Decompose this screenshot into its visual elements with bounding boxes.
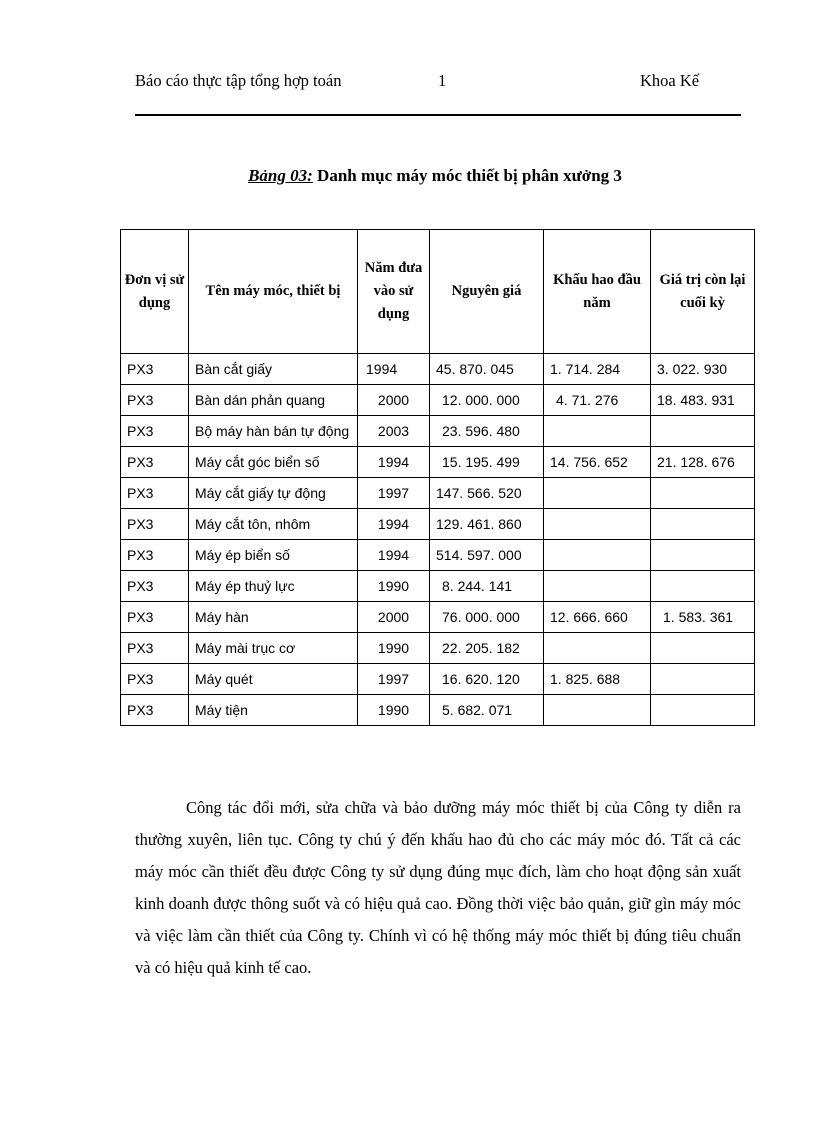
cell-original-cost: 76. 000. 000 bbox=[430, 602, 544, 633]
cell-unit: PX3 bbox=[121, 633, 189, 664]
table-row bbox=[121, 540, 755, 571]
cell-original-cost: 129. 461. 860 bbox=[430, 509, 544, 540]
cell-year: 2000 bbox=[358, 385, 430, 416]
body-paragraph: Công tác đổi mới, sửa chữa và bảo dưỡng máy móc thiết bị của Công ty diễn ra thường xuyên, liên tục. Công ty chú ý đến khấu hao đủ cho các máy móc đó. Tất cả các máy móc cần thiết đều được Công ty sử dụng đúng mục đích, làm cho hoạt động sản xuất kinh doanh được thông suốt và có hiệu quả cao. Đồng thời việc bảo quản, giữ gìn máy móc và việc làm cần thiết của Công ty. Chính vì có hệ thống máy móc thiết bị đúng tiêu chuẩn và có hiệu quả kinh tế cao. bbox=[135, 797, 741, 977]
table-title bbox=[0, 164, 816, 188]
cell-original-cost: 514. 597. 000 bbox=[430, 540, 544, 571]
cell-residual-value bbox=[651, 509, 755, 540]
cell-year: 1990 bbox=[358, 633, 430, 664]
table-row bbox=[121, 695, 755, 726]
cell-unit: PX3 bbox=[121, 664, 189, 695]
cell-depreciation: 12. 666. 660 bbox=[544, 602, 651, 633]
cell-residual-value bbox=[651, 695, 755, 726]
cell-machine-name: Bộ máy hàn bán tự động bbox=[189, 416, 358, 447]
cell-unit: PX3 bbox=[121, 509, 189, 540]
cell-depreciation bbox=[544, 540, 651, 571]
cell-original-cost: 45. 870. 045 bbox=[430, 354, 544, 385]
cell-depreciation: 1. 825. 688 bbox=[544, 664, 651, 695]
cell-original-cost: 16. 620. 120 bbox=[430, 664, 544, 695]
header-report-title: Báo cáo thực tập tổng hợp toán bbox=[135, 71, 342, 90]
table-row bbox=[121, 664, 755, 695]
cell-year: 1994 bbox=[358, 354, 430, 385]
cell-depreciation bbox=[544, 509, 651, 540]
cell-machine-name: Máy hàn bbox=[189, 602, 358, 633]
cell-unit: PX3 bbox=[121, 571, 189, 602]
cell-year: 1990 bbox=[358, 571, 430, 602]
cell-original-cost: 12. 000. 000 bbox=[430, 385, 544, 416]
cell-residual-value: 21. 128. 676 bbox=[651, 447, 755, 478]
cell-machine-name: Máy quét bbox=[189, 664, 358, 695]
table-title-text: Danh mục máy móc thiết bị phân xưởng 3 bbox=[317, 166, 622, 185]
table-header-row bbox=[121, 230, 755, 354]
cell-original-cost: 5. 682. 071 bbox=[430, 695, 544, 726]
table-row bbox=[121, 385, 755, 416]
cell-residual-value: 1. 583. 361 bbox=[651, 602, 755, 633]
cell-residual-value bbox=[651, 664, 755, 695]
cell-machine-name: Máy cắt giấy tự động bbox=[189, 478, 358, 509]
cell-machine-name: Bàn cắt giấy bbox=[189, 354, 358, 385]
cell-residual-value bbox=[651, 478, 755, 509]
cell-unit: PX3 bbox=[121, 354, 189, 385]
cell-depreciation: 14. 756. 652 bbox=[544, 447, 651, 478]
cell-original-cost: 15. 195. 499 bbox=[430, 447, 544, 478]
cell-machine-name: Máy ép thuỷ lực bbox=[189, 571, 358, 602]
cell-year: 1994 bbox=[358, 447, 430, 478]
cell-year: 1990 bbox=[358, 695, 430, 726]
table-row bbox=[121, 602, 755, 633]
cell-year: 1997 bbox=[358, 664, 430, 695]
table-row bbox=[121, 571, 755, 602]
table-label: Bảng 03: bbox=[248, 166, 313, 185]
table-row bbox=[121, 633, 755, 664]
header-unit: Đơn vị sử dụng bbox=[121, 230, 189, 354]
cell-year: 2000 bbox=[358, 602, 430, 633]
cell-depreciation: 1. 714. 284 bbox=[544, 354, 651, 385]
cell-residual-value: 18. 483. 931 bbox=[651, 385, 755, 416]
cell-depreciation bbox=[544, 633, 651, 664]
cell-depreciation bbox=[544, 478, 651, 509]
table-row bbox=[121, 478, 755, 509]
cell-unit: PX3 bbox=[121, 416, 189, 447]
page-number: 1 bbox=[438, 71, 447, 90]
cell-residual-value bbox=[651, 633, 755, 664]
cell-residual-value bbox=[651, 540, 755, 571]
cell-machine-name: Máy ép biển số bbox=[189, 540, 358, 571]
header-year: Năm đưa vào sử dụng bbox=[358, 230, 430, 354]
cell-machine-name: Máy cắt tôn, nhôm bbox=[189, 509, 358, 540]
cell-original-cost: 22. 205. 182 bbox=[430, 633, 544, 664]
cell-depreciation bbox=[544, 416, 651, 447]
cell-depreciation bbox=[544, 571, 651, 602]
header-machine-name: Tên máy móc, thiết bị bbox=[189, 230, 358, 354]
cell-unit: PX3 bbox=[121, 385, 189, 416]
table-row bbox=[121, 509, 755, 540]
cell-year: 1997 bbox=[358, 478, 430, 509]
cell-unit: PX3 bbox=[121, 447, 189, 478]
cell-unit: PX3 bbox=[121, 478, 189, 509]
cell-unit: PX3 bbox=[121, 602, 189, 633]
table-row bbox=[121, 447, 755, 478]
cell-residual-value: 3. 022. 930 bbox=[651, 354, 755, 385]
cell-unit: PX3 bbox=[121, 540, 189, 571]
cell-depreciation: 4. 71. 276 bbox=[544, 385, 651, 416]
header-depreciation: Khấu hao đầu năm bbox=[544, 230, 651, 354]
table-row bbox=[121, 354, 755, 385]
cell-original-cost: 8. 244. 141 bbox=[430, 571, 544, 602]
table-row bbox=[121, 416, 755, 447]
cell-machine-name: Máy mài trục cơ bbox=[189, 633, 358, 664]
cell-year: 1994 bbox=[358, 509, 430, 540]
cell-depreciation bbox=[544, 695, 651, 726]
cell-machine-name: Máy tiện bbox=[189, 695, 358, 726]
cell-original-cost: 23. 596. 480 bbox=[430, 416, 544, 447]
header-department: Khoa Kế bbox=[640, 71, 700, 90]
header-original-cost: Nguyên giá bbox=[430, 230, 544, 354]
cell-machine-name: Bàn dán phản quang bbox=[189, 385, 358, 416]
cell-unit: PX3 bbox=[121, 695, 189, 726]
cell-year: 1994 bbox=[358, 540, 430, 571]
page-header bbox=[135, 70, 741, 116]
header-residual-value: Giá trị còn lại cuối kỳ bbox=[651, 230, 755, 354]
equipment-table bbox=[120, 229, 755, 726]
cell-residual-value bbox=[651, 416, 755, 447]
cell-year: 2003 bbox=[358, 416, 430, 447]
cell-machine-name: Máy cắt góc biển số bbox=[189, 447, 358, 478]
cell-residual-value bbox=[651, 571, 755, 602]
cell-original-cost: 147. 566. 520 bbox=[430, 478, 544, 509]
